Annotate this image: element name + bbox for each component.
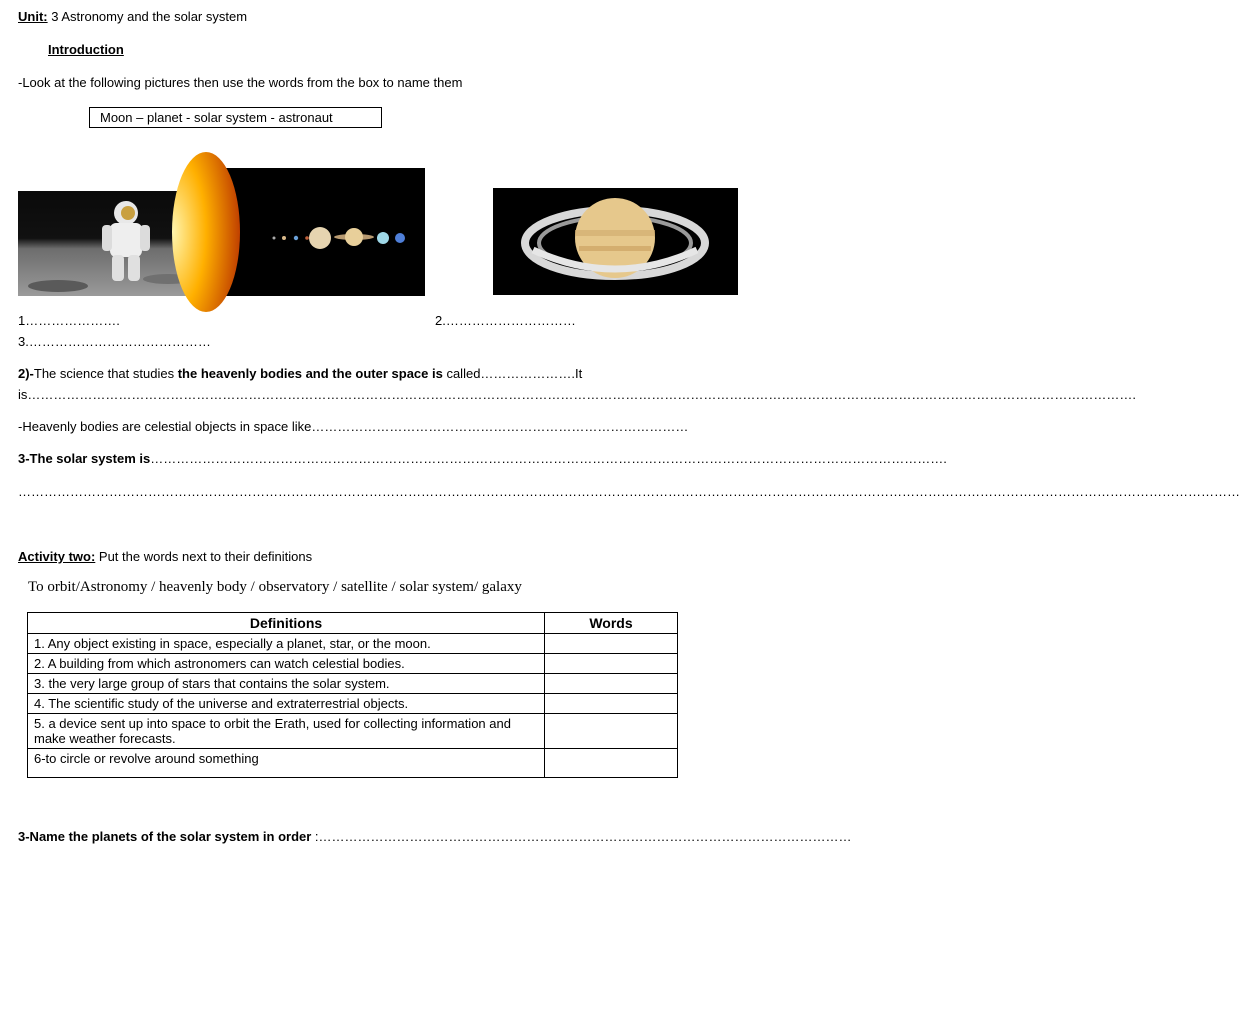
q3-label: 3-The solar system is xyxy=(18,451,151,466)
word-cell[interactable] xyxy=(545,714,678,749)
word-cell[interactable] xyxy=(545,749,678,778)
blank-1: 1…………………. xyxy=(18,313,120,328)
planets-label: 3-Name the planets of the solar system in order xyxy=(18,829,315,844)
header-words: Words xyxy=(545,613,678,634)
blank-3: 3.…………………………………… xyxy=(18,334,211,349)
unit-line xyxy=(18,9,247,24)
word-cell[interactable] xyxy=(545,654,678,674)
definition-cell: 3. the very large group of stars that contains the solar system. xyxy=(28,674,545,694)
table-row xyxy=(28,654,678,674)
definition-cell: 6-to circle or revolve around something xyxy=(28,749,545,778)
activity-two-label: Activity two: xyxy=(18,549,96,564)
table-row xyxy=(28,694,678,714)
word-cell[interactable] xyxy=(545,634,678,654)
header-definitions: Definitions xyxy=(28,613,545,634)
solar-system-icon xyxy=(216,168,425,296)
table-row xyxy=(28,674,678,694)
q2-pre: The science that studies xyxy=(33,366,178,381)
q2-line2: is…………………………………………………………………………………………………………………………………………………………………………………………………………………………………. xyxy=(18,387,1136,402)
saturn-icon xyxy=(493,188,738,295)
question-2 xyxy=(18,366,582,381)
intro-heading: Introduction xyxy=(48,42,124,57)
table-row xyxy=(28,634,678,654)
word-cell[interactable] xyxy=(545,694,678,714)
word-box: Moon – planet - solar system - astronaut xyxy=(89,107,382,128)
blank-2: 2.………………………… xyxy=(435,313,576,328)
q2-num: 2)- xyxy=(18,366,34,381)
table-row xyxy=(28,714,678,749)
table-header-row xyxy=(28,613,678,634)
question-planets xyxy=(18,829,852,844)
table-row xyxy=(28,749,678,778)
astronaut-image xyxy=(18,191,199,296)
question-3 xyxy=(18,451,947,466)
word-list: To orbit/Astronomy / heavenly body / observatory / satellite / solar system/ galaxy xyxy=(28,579,522,595)
definitions-table xyxy=(27,612,678,778)
intro-instruction: -Look at the following pictures then use the words from the box to name them xyxy=(18,75,463,90)
activity-two xyxy=(18,549,312,564)
definition-cell: 4. The scientific study of the universe and extraterrestrial objects. xyxy=(28,694,545,714)
astronaut-icon xyxy=(18,191,199,296)
word-cell[interactable] xyxy=(545,674,678,694)
definition-cell: 1. Any object existing in space, especially a planet, star, or the moon. xyxy=(28,634,545,654)
q3-line2: ………………………………………………………………………………………………………………………………………………………………………………………………………………………………………………………… xyxy=(18,484,1240,499)
unit-label: Unit: xyxy=(18,9,48,24)
q2-post: called………………….It xyxy=(442,366,583,381)
unit-text: 3 Astronomy and the solar system xyxy=(47,9,248,24)
heavenly-bodies-line: -Heavenly bodies are celestial objects in space like…………………………………………………………………………… xyxy=(18,419,689,434)
planets-dots: :…………………………………………………………………………………………………………… xyxy=(314,829,852,844)
activity-two-text: Put the words next to their definitions xyxy=(95,549,313,564)
q2-bold: the heavenly bodies and the outer space is xyxy=(177,366,443,381)
saturn-image xyxy=(493,188,738,295)
solar-system-image xyxy=(216,168,425,296)
q3-dots: …………………………………………………………………………………………………………………………………………………………………. xyxy=(150,451,947,466)
definition-cell: 5. a device sent up into space to orbit the Erath, used for collecting information and make weather forecasts. xyxy=(28,714,545,749)
definition-cell: 2. A building from which astronomers can watch celestial bodies. xyxy=(28,654,545,674)
